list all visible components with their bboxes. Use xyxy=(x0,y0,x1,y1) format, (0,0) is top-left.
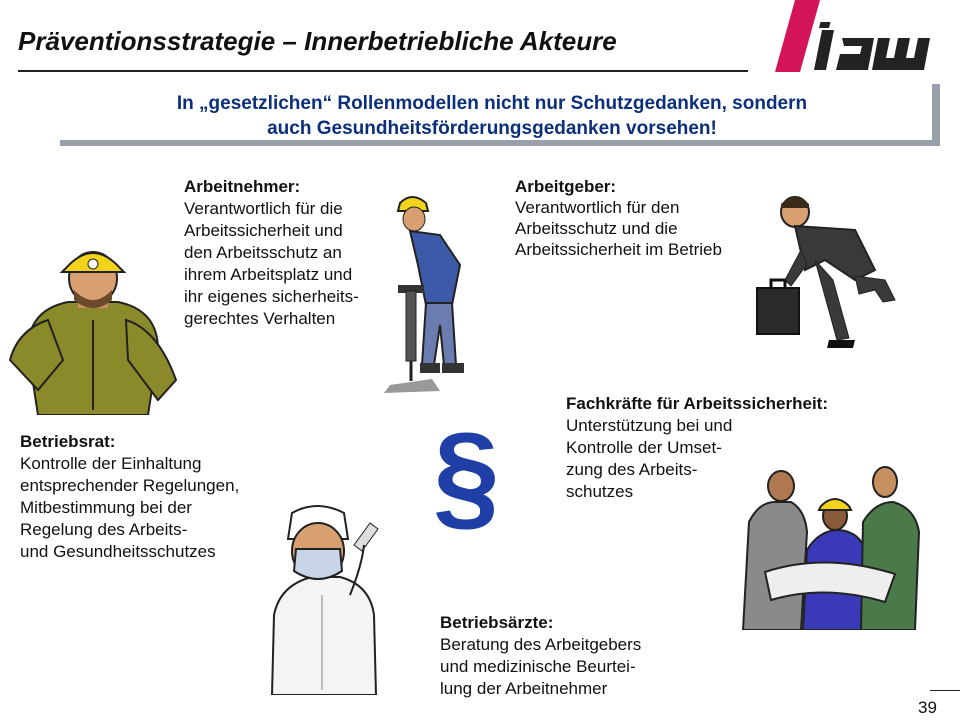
fachkraefte-heading: Fachkräfte für Arbeitssicherheit: xyxy=(566,394,828,413)
betriebsrat-heading: Betriebsrat: xyxy=(20,432,116,451)
businessman-clipart xyxy=(755,190,900,350)
arbeitgeber-line: Arbeitssicherheit im Betrieb xyxy=(515,240,722,259)
banner-line-2: auch Gesundheitsförderungsgedanken vorsehen! xyxy=(267,118,717,139)
betriebsrat-line: entsprechender Regelungen, xyxy=(20,476,240,495)
betriebsaerzte-block xyxy=(440,612,641,700)
arbeitgeber-line: Arbeitsschutz und die xyxy=(515,219,678,238)
arbeitgeber-heading: Arbeitgeber: xyxy=(515,177,617,196)
betriebsaerzte-line: Beratung des Arbeitgebers xyxy=(440,635,642,654)
fachkraefte-line: Kontrolle der Umset- xyxy=(566,438,722,457)
fachkraefte-block xyxy=(566,393,828,503)
arbeitnehmer-line: Arbeitssicherheit und xyxy=(184,221,343,240)
arbeitnehmer-line: den Arbeitsschutz an xyxy=(184,243,342,262)
arbeitnehmer-line: Verantwortlich für die xyxy=(184,199,343,218)
banner-line-1: In „gesetzlichen“ Rollenmodellen nicht nur Schutzgedanken, sondern xyxy=(176,93,808,114)
page-title: Präventionsstrategie – Innerbetriebliche Akteure xyxy=(18,26,617,56)
arbeitgeber-block xyxy=(515,176,722,260)
fachkraefte-line: schutzes xyxy=(566,482,634,501)
betriebsrat-line: und Gesundheitsschutzes xyxy=(20,542,216,561)
betriebsaerzte-heading: Betriebsärzte: xyxy=(440,613,554,632)
betriebsrat-line: Kontrolle der Einhaltung xyxy=(20,454,202,473)
betriebsaerzte-line: lung der Arbeitnehmer xyxy=(440,679,608,698)
paragraph-symbol: § xyxy=(433,408,500,542)
betriebsrat-line: Mitbestimmung bei der xyxy=(20,498,192,517)
page-number-rule xyxy=(930,690,960,691)
arbeitnehmer-line: ihr eigenes sicherheits- xyxy=(184,287,359,306)
fachkraefte-line: zung des Arbeits- xyxy=(566,460,698,479)
banner-text xyxy=(56,91,928,141)
arbeitnehmer-block xyxy=(184,176,359,330)
page-number: 39 xyxy=(918,698,937,717)
betriebsrat-line: Regelung des Arbeits- xyxy=(20,520,188,539)
title-underline xyxy=(18,70,748,72)
doctor-clipart xyxy=(262,505,387,695)
jackhammer-worker-clipart xyxy=(380,195,490,395)
worker-clipart xyxy=(8,240,178,415)
betriebsaerzte-line: und medizinische Beurtei- xyxy=(440,657,636,676)
betriebsrat-block xyxy=(20,431,239,563)
arbeitnehmer-line: ihrem Arbeitsplatz und xyxy=(184,265,353,284)
fachkraefte-line: Unterstützung bei und xyxy=(566,416,733,435)
arbeitnehmer-heading: Arbeitnehmer: xyxy=(184,177,301,196)
arbeitgeber-line: Verantwortlich für den xyxy=(515,198,680,217)
iaw-logo xyxy=(760,0,960,72)
arbeitnehmer-line: gerechtes Verhalten xyxy=(184,309,336,328)
